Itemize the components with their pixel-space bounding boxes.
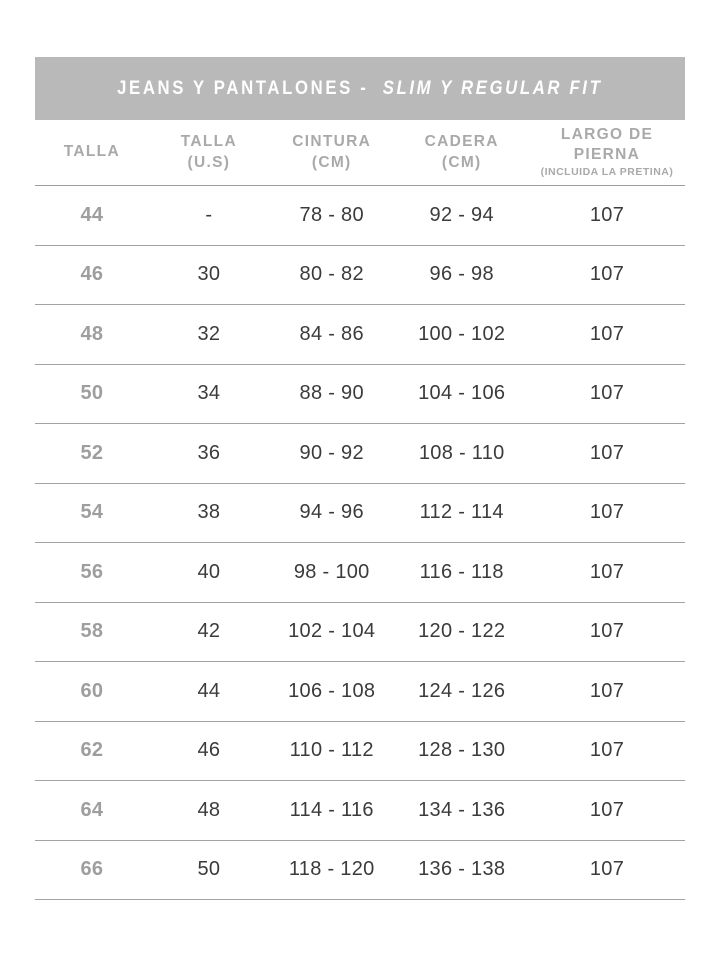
- table-header-row: [35, 120, 685, 186]
- cell-cintura: 102 - 104: [288, 620, 376, 643]
- cell-talla: 50: [80, 382, 104, 405]
- cell-talla-us: 50: [197, 858, 221, 881]
- cell-largo: 107: [589, 739, 625, 762]
- cell-talla-us: 30: [197, 263, 221, 286]
- cell-cadera: 136 - 138: [418, 858, 506, 881]
- table-row: [35, 246, 685, 306]
- cell-talla-us: 46: [197, 739, 221, 762]
- table-row: [35, 424, 685, 484]
- cell-talla-us: 48: [197, 798, 221, 821]
- column-header-note: (INCLUIDA LA PRETINA): [540, 166, 674, 179]
- column-header-label: CADERA: [424, 133, 499, 151]
- cell-cintura: 118 - 120: [288, 858, 375, 881]
- cell-largo: 107: [589, 441, 625, 464]
- cell-talla: 46: [80, 263, 104, 286]
- cell-talla-us: 32: [197, 322, 221, 345]
- cell-cintura: 106 - 108: [288, 679, 376, 702]
- cell-cadera: 116 - 118: [419, 560, 504, 583]
- cell-cadera: 96 - 98: [429, 263, 494, 286]
- cell-largo: 107: [589, 501, 625, 524]
- column-header-sublabel: PIERNA: [573, 146, 641, 164]
- table-row: [35, 722, 685, 782]
- cell-talla-us: 34: [197, 382, 221, 405]
- column-header-sublabel: (CM): [441, 153, 482, 171]
- cell-largo: 107: [589, 858, 625, 881]
- cell-cintura: 110 - 112: [289, 739, 374, 762]
- cell-cintura: 78 - 80: [299, 203, 364, 226]
- cell-talla: 60: [80, 679, 104, 702]
- column-header-cintura: [269, 132, 394, 172]
- cell-cadera: 100 - 102: [418, 322, 506, 345]
- table-row: [35, 365, 685, 425]
- column-header-sublabel: (CM): [311, 153, 352, 171]
- cell-talla-us: 44: [197, 679, 221, 702]
- cell-largo: 107: [589, 798, 625, 821]
- cell-talla: 58: [80, 620, 104, 643]
- column-header-talla: [35, 142, 149, 162]
- column-header-largo: [529, 125, 685, 180]
- cell-talla-us: 42: [197, 620, 221, 643]
- column-header-label: TALLA: [180, 133, 237, 151]
- cell-cadera: 120 - 122: [418, 620, 506, 643]
- table-row: [35, 781, 685, 841]
- cell-talla: 66: [80, 858, 104, 881]
- cell-cadera: 128 - 130: [418, 739, 506, 762]
- table-title-main: JEANS Y PANTALONES -: [117, 77, 369, 99]
- cell-talla: 56: [80, 560, 104, 583]
- cell-cadera: 112 - 114: [419, 501, 504, 524]
- cell-cadera: 134 - 136: [418, 798, 506, 821]
- column-header-label: LARGO DE: [560, 126, 654, 144]
- cell-largo: 107: [589, 203, 625, 226]
- cell-cintura: 84 - 86: [299, 322, 364, 345]
- cell-largo: 107: [589, 560, 625, 583]
- cell-talla-us: 36: [197, 441, 221, 464]
- column-header-label: TALLA: [63, 143, 120, 161]
- table-row: [35, 186, 685, 246]
- cell-largo: 107: [589, 382, 625, 405]
- size-table: [35, 120, 685, 900]
- table-row: [35, 484, 685, 544]
- table-row: [35, 841, 685, 901]
- cell-cadera: 124 - 126: [418, 679, 506, 702]
- cell-cadera: 92 - 94: [429, 203, 494, 226]
- cell-cintura: 90 - 92: [299, 441, 364, 464]
- cell-cintura: 88 - 90: [299, 382, 364, 405]
- cell-cadera: 108 - 110: [418, 441, 505, 464]
- cell-cadera: 104 - 106: [418, 382, 506, 405]
- cell-cintura: 98 - 100: [293, 560, 370, 583]
- cell-talla: 52: [80, 441, 104, 464]
- cell-talla-us: 38: [197, 501, 221, 524]
- cell-talla-us: -: [205, 203, 213, 226]
- column-header-talla-us: [149, 132, 269, 172]
- cell-talla: 44: [80, 203, 104, 226]
- cell-cintura: 80 - 82: [299, 263, 364, 286]
- cell-talla: 64: [80, 798, 104, 821]
- cell-cintura: 94 - 96: [299, 501, 364, 524]
- cell-talla: 48: [80, 322, 104, 345]
- size-table-body: [35, 186, 685, 900]
- table-row: [35, 603, 685, 663]
- table-title-bar: [35, 57, 685, 120]
- table-title: [117, 78, 602, 100]
- column-header-sublabel: (U.S): [187, 153, 231, 171]
- column-header-label: CINTURA: [292, 133, 372, 151]
- column-header-cadera: [394, 132, 529, 172]
- cell-cintura: 114 - 116: [289, 798, 374, 821]
- cell-largo: 107: [589, 263, 625, 286]
- table-row: [35, 662, 685, 722]
- table-row: [35, 543, 685, 603]
- cell-talla: 54: [80, 501, 104, 524]
- cell-largo: 107: [589, 679, 625, 702]
- cell-talla: 62: [80, 739, 104, 762]
- cell-largo: 107: [589, 322, 625, 345]
- table-title-fit: SLIM Y REGULAR FIT: [382, 77, 603, 99]
- table-row: [35, 305, 685, 365]
- cell-largo: 107: [589, 620, 625, 643]
- cell-talla-us: 40: [197, 560, 221, 583]
